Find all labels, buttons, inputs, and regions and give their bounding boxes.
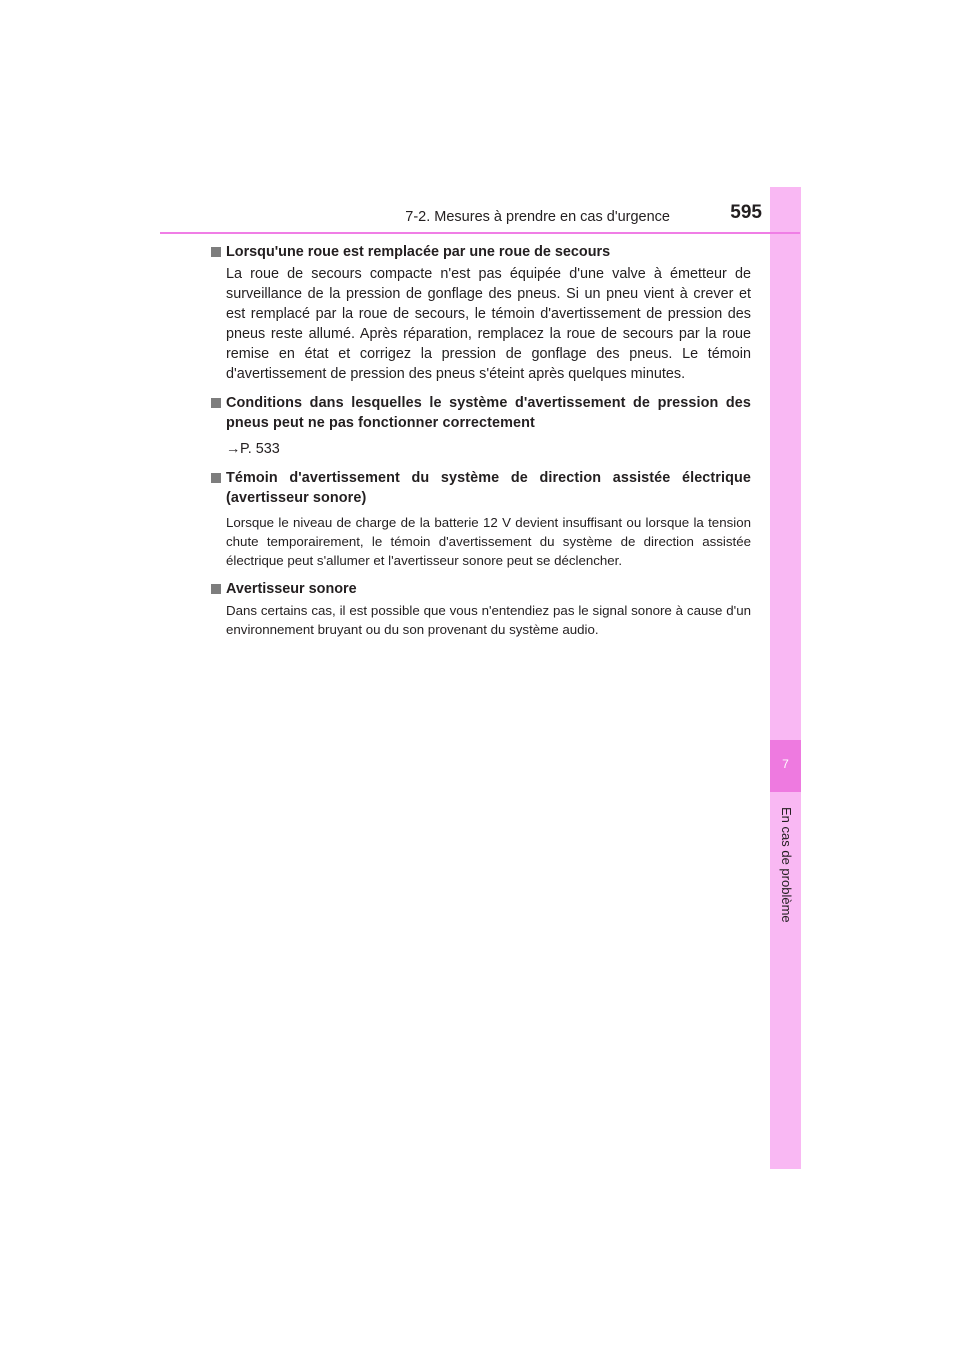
page-reference xyxy=(211,439,751,459)
square-bullet-icon xyxy=(211,398,221,408)
section-spare-wheel xyxy=(211,242,751,384)
square-bullet-icon xyxy=(211,473,221,483)
section-title: Avertisseur sonore xyxy=(211,579,751,599)
square-bullet-icon xyxy=(211,584,221,594)
chapter-side-tab xyxy=(770,187,801,1169)
chapter-number: 7 xyxy=(782,757,789,771)
section-power-steering-warning xyxy=(211,468,751,570)
section-body: Lorsque le niveau de charge de la batterie 12 V devient insuffisant ou lorsque la tension chute temporairement, le témoin d'avertissement du système de direction assistée électrique peut s'allumer et l'avertisseur sonore peut se déclencher. xyxy=(226,515,751,568)
section-body: Dans certains cas, il est possible que vous n'entendiez pas le signal sonore à cause d'un environnement bruyant ou du son provenant du système audio. xyxy=(226,603,751,637)
page-content xyxy=(211,242,751,648)
section-title: Témoin d'avertissement du système de direction assistée électrique (avertisseur sonore) xyxy=(211,468,751,508)
square-bullet-icon xyxy=(211,247,221,257)
header-rule xyxy=(160,232,800,234)
arrow-right-icon: → xyxy=(226,441,241,457)
section-body: La roue de secours compacte n'est pas équipée d'une valve à émetteur de surveillance de la pression de gonflage des pneus. Si un pneu vient à crever et est remplacé par la roue de secours, le témoin d'avertissement de pression des pneus reste allumé. Après réparation, remplacez la roue de secours par la roue remise en état et corrigez la pression de gonflage des pneus. Le témoin d'avertissement de pression des pneus s'éteint après quelques minutes. xyxy=(226,266,751,382)
section-buzzer xyxy=(211,579,751,639)
section-header: 7-2. Mesures à prendre en cas d'urgence xyxy=(405,209,670,225)
page-number: 595 xyxy=(730,202,762,223)
section-malfunction-conditions xyxy=(211,393,751,459)
section-title: Lorsqu'une roue est remplacée par une roue de secours xyxy=(211,242,751,262)
page-reference-link[interactable]: P. 533 xyxy=(240,441,280,457)
section-title: Conditions dans lesquelles le système d'avertissement de pression des pneus peut ne pas fonctionner correctement xyxy=(211,393,751,433)
chapter-label: En cas de problème xyxy=(779,807,794,923)
